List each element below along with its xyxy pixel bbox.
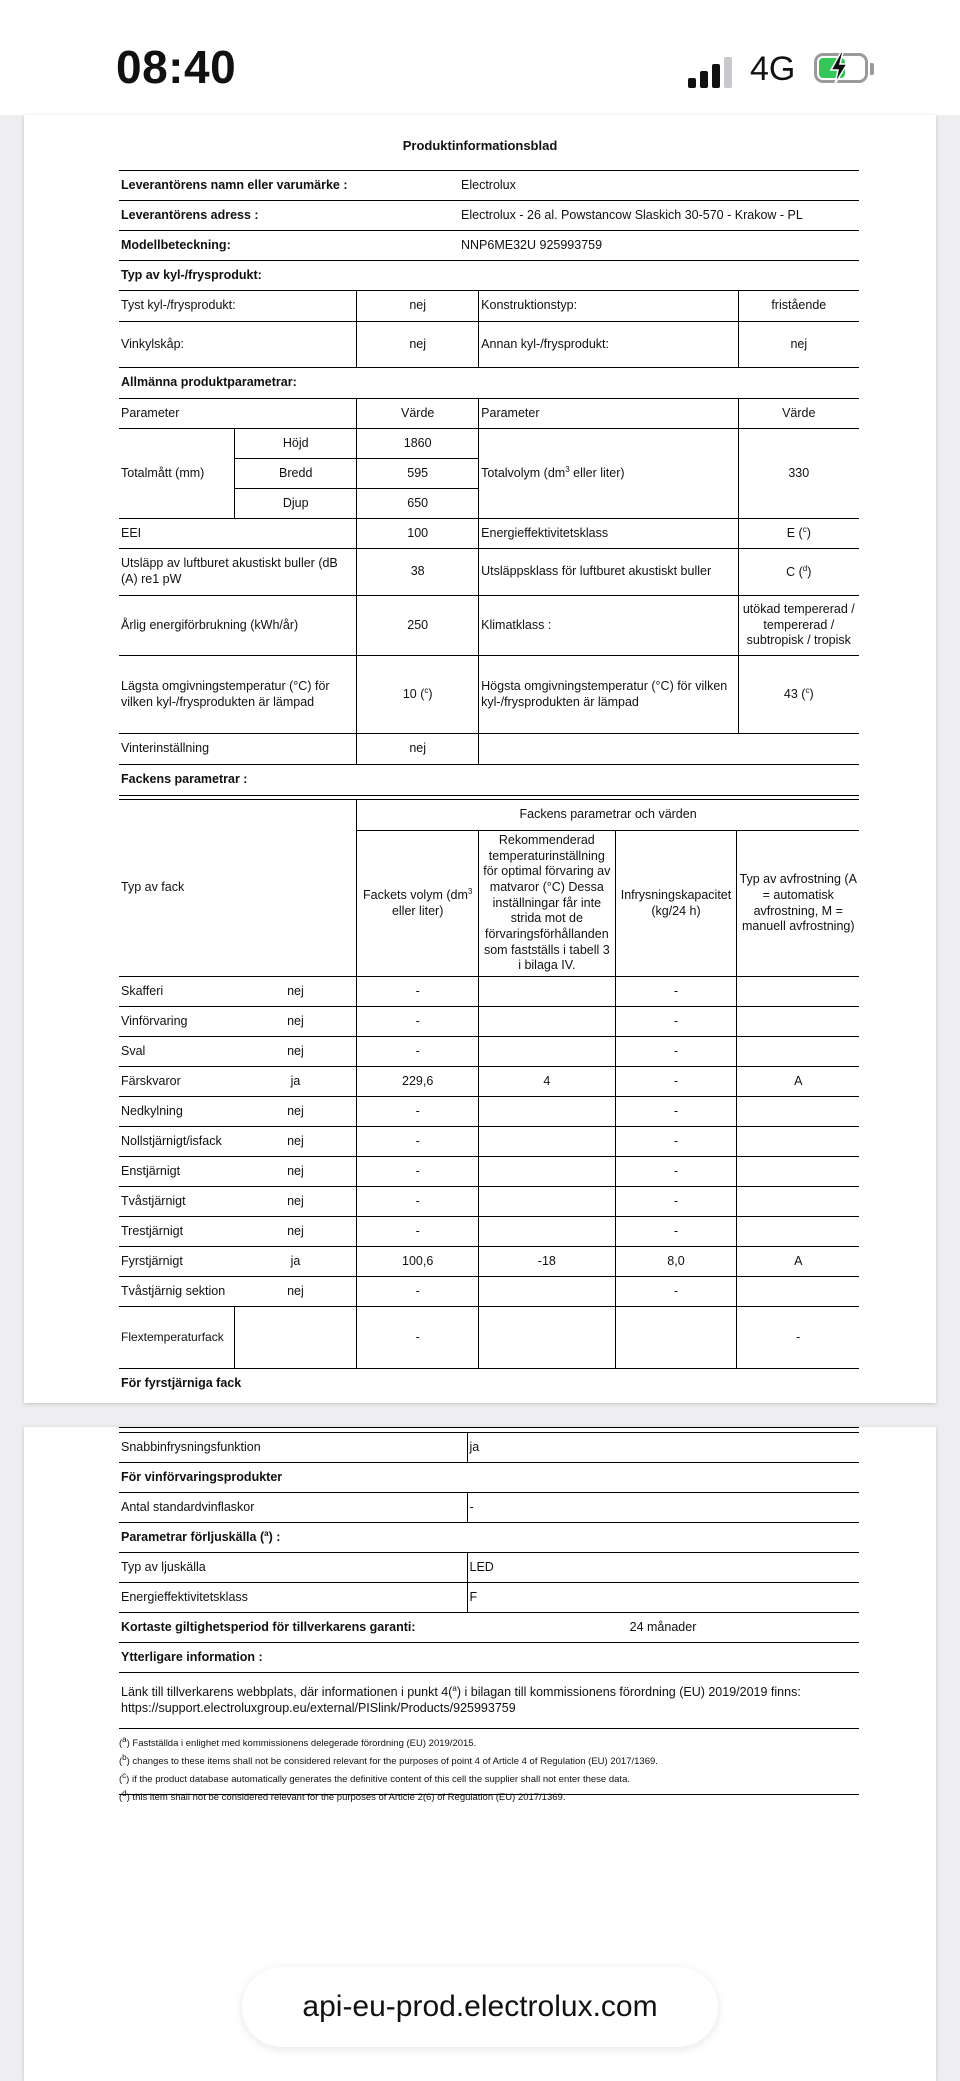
total-volume-value: 330 [738, 429, 859, 519]
max-temp-value: 43 ($^c$) [738, 656, 859, 734]
compartment-temp [479, 1307, 615, 1369]
compartment-name: Tvåstjärnig sektion [119, 1277, 235, 1307]
quiet-label: Tyst kyl-/frysprodukt: [119, 291, 357, 322]
supplier-value: Electrolux [459, 171, 859, 201]
compartment-defrost [737, 1007, 859, 1037]
dimensions-label: Totalmått (mm) [119, 429, 235, 519]
compartment-name: Trestjärnigt [119, 1217, 235, 1247]
compartment-volume: 229,6 [357, 1067, 479, 1097]
compartment-temp [479, 977, 615, 1007]
compartment-temp: -18 [479, 1247, 615, 1277]
address-label: Leverantörens adress : [119, 201, 459, 231]
compartment-freeze: - [615, 1037, 737, 1067]
compartment-freeze: - [615, 1067, 737, 1097]
compartment-freeze-header: Infrysningskapacitet (kg/24 h) [615, 831, 737, 977]
manufacturer-link-text: Länk till tillverkarens webbplats, där informationen i punkt 4($^a$) i bilagan till kommissionens förordning (EU) 2019/2019 finns: https://support.electroluxgroup.eu/external/PISlink/Products/925993759 [119, 1673, 859, 1729]
climate-class-label: Klimatklass : [479, 596, 738, 656]
compartments-heading: Fackens parametrar : [119, 765, 859, 796]
compartment-volume: - [357, 1007, 479, 1037]
compartment-defrost [737, 1127, 859, 1157]
supplier-table [119, 170, 859, 291]
energy-class-label: Energieffektivitetsklass [479, 519, 738, 549]
compartment-temp [479, 1277, 615, 1307]
param-header-2: Parameter [479, 399, 738, 429]
compartment-present: nej [235, 1277, 357, 1307]
compartment-temp: 4 [479, 1067, 615, 1097]
light-source-heading: Parametrar förljuskälla ($^a$) : [119, 1523, 859, 1553]
compartment-name: Tvåstjärnigt [119, 1187, 235, 1217]
width-label: Bredd [235, 459, 357, 489]
compartment-volume-header: Fackets volym ($dm^3$ eller liter) [357, 831, 479, 977]
document-title: Produktinformationsblad [402, 138, 558, 153]
max-temp-label: Högsta omgivningstemperatur (°C) för vilken kyl-/frysprodukten är lämpad [479, 656, 738, 734]
compartment-defrost [737, 1097, 859, 1127]
compartment-defrost-header: Typ av avfrostning (A = automatisk avfrostning, M = manuell avfrostning) [737, 831, 859, 977]
min-temp-label: Lägsta omgivningstemperatur (°C) för vilken kyl-/frysprodukten är lämpad [119, 656, 357, 734]
type-heading: Typ av kyl-/frysprodukt: [119, 261, 859, 291]
width-value: 595 [357, 459, 479, 489]
compartment-present: nej [235, 1007, 357, 1037]
supplier-label: Leverantörens namn eller varumärke : [119, 171, 459, 201]
light-type-value: LED [467, 1553, 859, 1583]
param-header: Parameter [119, 399, 357, 429]
height-value: 1860 [357, 429, 479, 459]
depth-label: Djup [235, 489, 357, 519]
compartment-defrost [737, 1277, 859, 1307]
compartment-name: Nollstjärnigt/isfack [119, 1127, 235, 1157]
compartment-freeze: - [615, 1277, 737, 1307]
wine-cooler-value: nej [357, 322, 479, 368]
compartment-freeze: 8,0 [615, 1247, 737, 1277]
construction-value: fristående [738, 291, 859, 322]
additional-heading: Ytterligare information : [119, 1643, 859, 1673]
general-heading: Allmänna produktparametrar: [119, 368, 859, 399]
annual-energy-value: 250 [357, 596, 479, 656]
compartment-temp [479, 1097, 615, 1127]
additional-table [119, 1427, 859, 1729]
eei-value: 100 [357, 519, 479, 549]
climate-class-value: utökad tempererad / tempererad / subtropisk / tropisk [738, 596, 859, 656]
compartment-type-header: Typ av fack [119, 800, 357, 977]
model-value: NNP6ME32U 925993759 [459, 231, 859, 261]
manufacturer-link[interactable]: https://support.electroluxgroup.eu/external/PISlink/Products/925993759 [121, 1701, 516, 1716]
winter-setting-label: Vinterinställning [119, 734, 357, 765]
general-parameters-table [119, 290, 859, 796]
compartment-row [119, 1307, 859, 1369]
height-label: Höjd [235, 429, 357, 459]
compartment-volume: - [357, 1217, 479, 1247]
fast-freeze-label: Snabbinfrysningsfunktion [119, 1433, 467, 1463]
compartment-volume: - [357, 1277, 479, 1307]
compartment-row [119, 1067, 859, 1097]
compartment-present: nej [235, 1037, 357, 1067]
compartment-freeze: - [615, 1097, 737, 1127]
compartment-present: nej [235, 1187, 357, 1217]
value-header-2: Värde [738, 399, 859, 429]
footnote: ($^d$) this item shall not be considered relevant for the purposes of Article 2(6) of Regulation (EU) 2017/1369. [119, 1789, 566, 1804]
compartment-volume: - [357, 1037, 479, 1067]
compartment-freeze: - [615, 1127, 737, 1157]
compartment-name: Enstjärnigt [119, 1157, 235, 1187]
compartment-defrost [737, 1217, 859, 1247]
compartment-defrost [737, 1157, 859, 1187]
compartment-row [119, 1187, 859, 1217]
compartment-freeze: - [615, 1217, 737, 1247]
address-value: Electrolux - 26 al. Powstancow Slaskich 30-570 - Krakow - PL [459, 201, 859, 231]
min-temp-value: 10 ($^c$) [357, 656, 479, 734]
noise-value: 38 [357, 549, 479, 596]
compartment-defrost [737, 1037, 859, 1067]
bottles-value: - [467, 1493, 859, 1523]
compartment-volume: - [357, 1097, 479, 1127]
compartment-present: nej [235, 1157, 357, 1187]
wine-cooler-label: Vinkylskåp: [119, 322, 357, 368]
compartment-name: Färskvaror [119, 1067, 235, 1097]
four-star-heading: För fyrstjärniga fack [119, 1369, 859, 1399]
battery-charging-icon [814, 53, 874, 87]
compartment-present: ja [235, 1247, 357, 1277]
eei-label: EEI [119, 519, 357, 549]
compartment-present [235, 1307, 357, 1369]
footnote: ($^b$) changes to these items shall not be considered relevant for the purposes of point 4 of Article 4 of Regulation (EU) 2017/1369. [119, 1753, 658, 1768]
compartment-present: nej [235, 1217, 357, 1247]
other-appliance-label: Annan kyl-/frysprodukt: [479, 322, 738, 368]
other-appliance-value: nej [738, 322, 859, 368]
compartment-defrost: A [737, 1067, 859, 1097]
compartment-volume: 100,6 [357, 1247, 479, 1277]
compartment-temp-header: Rekommenderad temperaturinställning för optimal förvaring av matvaror (°C) Dessa inställningar får inte strida mot de förvaringsförhållanden som fastställs i tabell 3 i bilaga IV. [479, 831, 615, 977]
construction-label: Konstruktionstyp: [479, 291, 738, 322]
winter-setting-value: nej [357, 734, 479, 765]
noise-label: Utsläpp av luftburet akustiskt buller (dB (A) re1 pW [119, 549, 357, 596]
light-class-label: Energieffektivitetsklass [119, 1583, 467, 1613]
noise-class-value: C ($^d$) [738, 549, 859, 596]
compartment-volume: - [357, 977, 479, 1007]
compartment-freeze: - [615, 1157, 737, 1187]
browser-address-bar[interactable] [242, 1967, 718, 2047]
compartment-present: nej [235, 977, 357, 1007]
compartment-temp [479, 1157, 615, 1187]
compartment-row [119, 1247, 859, 1277]
compartment-name: Flextemperaturfack [119, 1307, 235, 1369]
compartment-present: nej [235, 1127, 357, 1157]
compartment-name: Fyrstjärnigt [119, 1247, 235, 1277]
address-bar-domain: api-eu-prod.electrolux.com [302, 1990, 658, 2023]
compartment-volume: - [357, 1157, 479, 1187]
compartment-volume: - [357, 1187, 479, 1217]
compartment-present: ja [235, 1067, 357, 1097]
compartment-temp [479, 1007, 615, 1037]
light-class-value: F [467, 1583, 859, 1613]
light-type-label: Typ av ljuskälla [119, 1553, 467, 1583]
compartment-defrost [737, 1187, 859, 1217]
compartment-volume: - [357, 1307, 479, 1369]
compartment-row [119, 1217, 859, 1247]
compartment-freeze: - [615, 977, 737, 1007]
compartment-defrost: - [737, 1307, 859, 1369]
noise-class-label: Utsläppsklass för luftburet akustiskt buller [479, 549, 738, 596]
compartment-temp [479, 1037, 615, 1067]
compartment-group-header: Fackens parametrar och värden [357, 800, 859, 831]
wine-storage-heading: För vinförvaringsprodukter [119, 1463, 859, 1493]
status-time: 08:40 [116, 41, 237, 93]
value-header: Värde [357, 399, 479, 429]
compartment-name: Nedkylning [119, 1097, 235, 1127]
compartment-row [119, 1097, 859, 1127]
bottles-label: Antal standardvinflaskor [119, 1493, 467, 1523]
compartment-freeze: - [615, 1187, 737, 1217]
cellular-signal-icon [688, 56, 738, 88]
quiet-value: nej [357, 291, 479, 322]
compartment-name: Vinförvaring [119, 1007, 235, 1037]
compartment-temp [479, 1127, 615, 1157]
compartment-volume: - [357, 1127, 479, 1157]
compartment-name: Skafferi [119, 977, 235, 1007]
compartment-row [119, 1277, 859, 1307]
document-page-1 [24, 115, 936, 1403]
compartment-temp [479, 1187, 615, 1217]
compartment-row [119, 1127, 859, 1157]
compartments-table [119, 799, 859, 1399]
compartment-temp [479, 1217, 615, 1247]
compartment-defrost [737, 977, 859, 1007]
model-label: Modellbeteckning: [119, 231, 459, 261]
annual-energy-label: Årlig energiförbrukning (kWh/år) [119, 596, 357, 656]
footnote: ($^a$) Fastställda i enlighet med kommissionens delegerade förordning (EU) 2019/2015. [119, 1735, 477, 1750]
network-type: 4G [750, 50, 796, 88]
compartment-freeze: - [615, 1007, 737, 1037]
compartment-freeze [615, 1307, 737, 1369]
fast-freeze-value: ja [467, 1433, 859, 1463]
compartment-defrost: A [737, 1247, 859, 1277]
guarantee-label: Kortaste giltighetsperiod för tillverkarens garanti: [119, 1613, 467, 1643]
compartment-name: Sval [119, 1037, 235, 1067]
footnotes-divider [119, 1794, 859, 1795]
depth-value: 650 [357, 489, 479, 519]
compartment-row [119, 977, 859, 1007]
guarantee-value: 24 månader [467, 1613, 859, 1643]
status-bar [0, 0, 960, 115]
compartment-row [119, 1007, 859, 1037]
compartment-row [119, 1037, 859, 1067]
footnote: ($^c$) if the product database automatically generates the definitive content of this cell the supplier shall not enter these data. [119, 1771, 630, 1786]
total-volume-label: Totalvolym ($dm^3$ eller liter) [479, 429, 738, 519]
compartment-present: nej [235, 1097, 357, 1127]
energy-class-value: E ($^c$) [738, 519, 859, 549]
compartment-row [119, 1157, 859, 1187]
